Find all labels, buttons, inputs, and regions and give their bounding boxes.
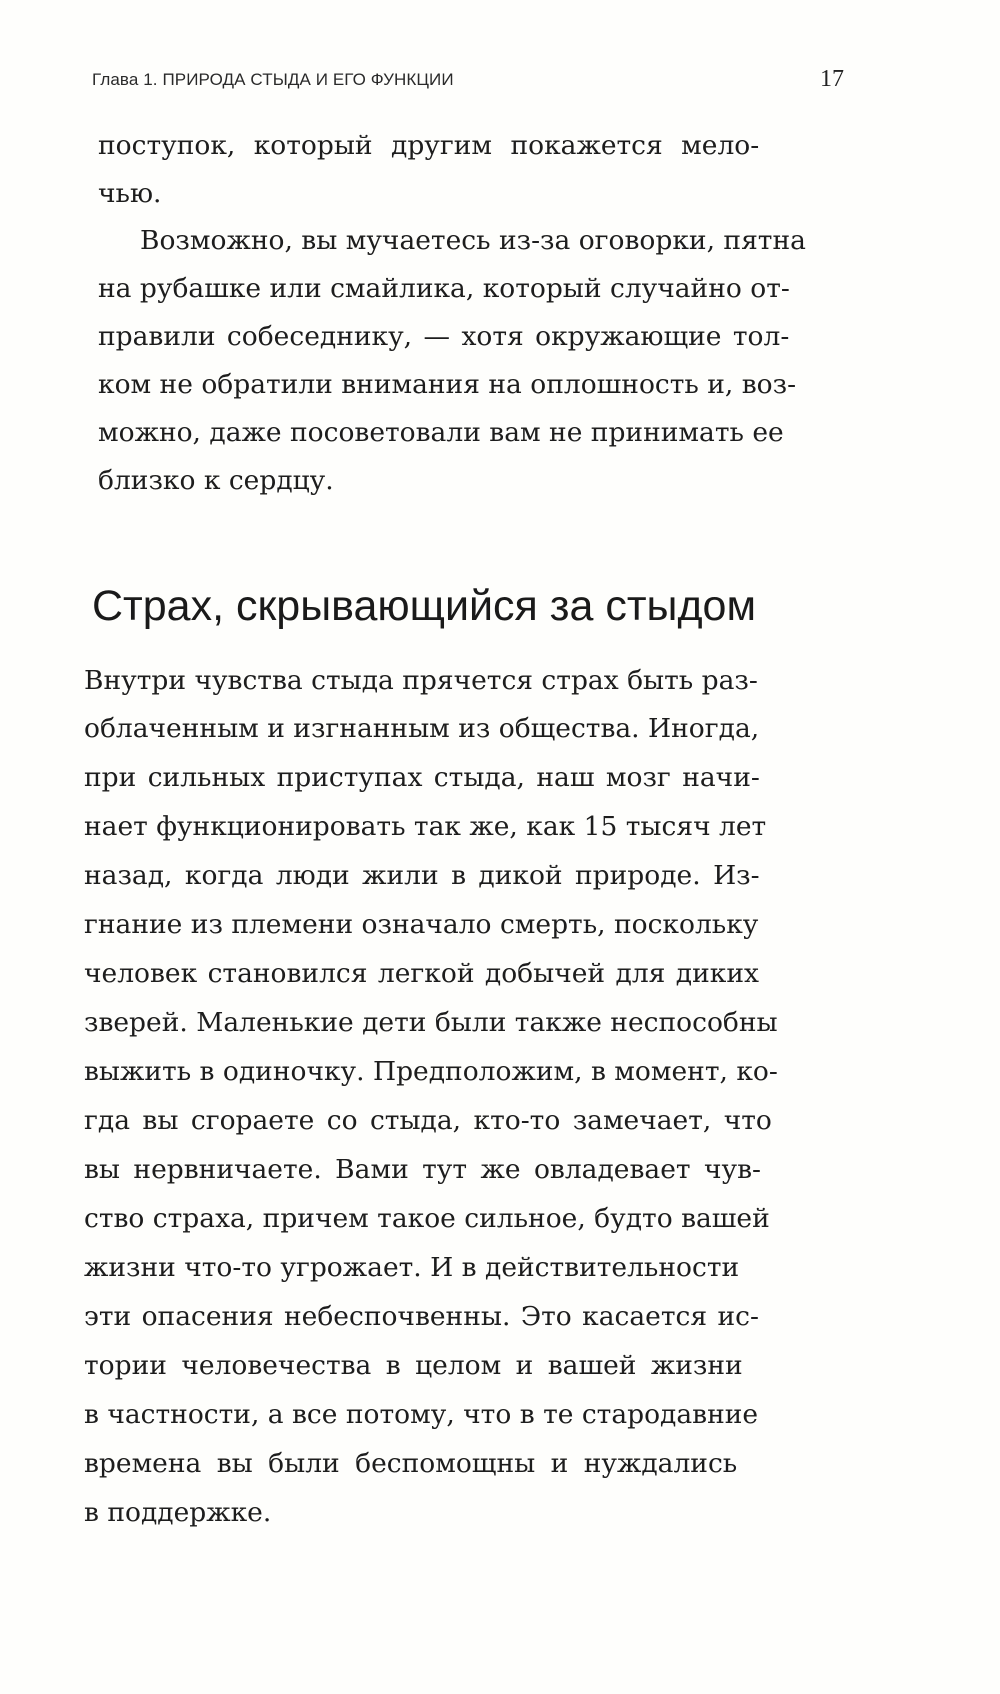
text-line: вы нервничаете. Вами тут же овладевает чув- — [84, 1154, 761, 1185]
text-line: назад, когда люди жили в дикой природе. Из- — [84, 860, 760, 891]
text-line: поступок, который другим покажется мело- — [98, 130, 760, 161]
text-line: гнание из племени означало смерть, поскольку — [84, 909, 759, 940]
text-line: при сильных приступах стыда, наш мозг начи- — [84, 762, 760, 793]
text-line: правили собеседнику, — хотя окружающие тол- — [98, 321, 790, 352]
text-line: можно, даже посоветовали вам не принимать ее — [98, 417, 784, 448]
text-line: ство страха, причем такое сильное, будто вашей — [84, 1203, 770, 1234]
text-line: облаченным и изгнанным из общества. Иногда, — [84, 713, 760, 744]
text-line: в частности, а все потому, что в те стародавние — [84, 1399, 759, 1430]
text-line: зверей. Маленькие дети были также неспособны — [84, 1007, 778, 1038]
text-line: близко к сердцу. — [98, 465, 334, 496]
text-line: тории человечества в целом и вашей жизни — [84, 1350, 743, 1381]
text-line: на рубашке или смайлика, который случайно от- — [98, 273, 790, 304]
text-line: человек становился легкой добычей для диких — [84, 958, 759, 989]
text-line: чью. — [98, 178, 162, 209]
running-head: Глава 1. ПРИРОДА СТЫДА И ЕГО ФУНКЦИИ — [92, 70, 454, 89]
section-heading: Страх, скрывающийся за стыдом — [92, 582, 757, 630]
text-line: гда вы сгораете со стыда, кто-то замечает, что — [84, 1105, 772, 1136]
text-line: жизни что-то угрожает. И в действительности — [84, 1252, 740, 1283]
text-line: Возможно, вы мучаетесь из-за оговорки, пятна — [140, 225, 806, 256]
text-line: времена вы были беспомощны и нуждались — [84, 1448, 738, 1479]
text-line: Внутри чувства стыда прячется страх быть раз- — [84, 665, 758, 696]
text-line: нает функционировать так же, как 15 тысяч лет — [84, 811, 767, 842]
text-line: ком не обратили внимания на оплошность и, воз- — [98, 369, 797, 400]
text-line: в поддержке. — [84, 1497, 272, 1528]
page-number: 17 — [820, 66, 844, 92]
text-line: эти опасения небеспочвенны. Это касается ис- — [84, 1301, 759, 1332]
text-line: выжить в одиночку. Предположим, в момент, ко- — [84, 1056, 778, 1087]
